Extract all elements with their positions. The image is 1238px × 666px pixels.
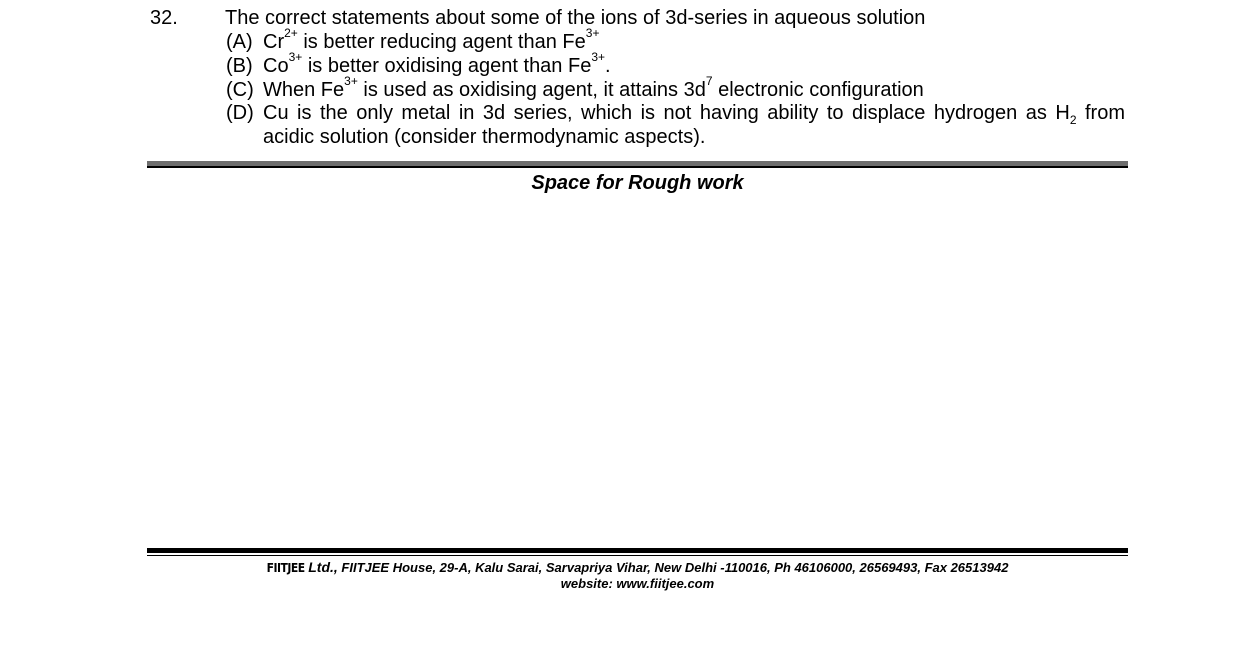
footer-address-line <box>147 559 1128 576</box>
option-label: (D) <box>226 102 254 124</box>
option-label: (B) <box>226 55 253 77</box>
divider-thin <box>147 166 1128 168</box>
question-number: 32. <box>150 7 178 29</box>
option-d-line2: acidic solution (consider thermodynamic aspects). <box>263 126 706 148</box>
footer-website: website: www.fiitjee.com <box>560 576 715 591</box>
question-stem: The correct statements about some of the ions of 3d-series in aqueous solution <box>225 7 926 29</box>
option-label: (A) <box>226 31 253 53</box>
option-d-line1: Cu is the only metal in 3d series, which is not having ability to displace hydrogen as $H_2$ from <box>263 102 1125 127</box>
option-text: $Cr^{2+}$ is better reducing agent than $Fe^{3+}$ <box>263 26 600 53</box>
option-text: $Co^{3+}$ is better oxidising agent than $Fe^{3+}$. <box>263 50 611 77</box>
option-label: (C) <box>226 79 254 101</box>
page-footer <box>147 559 1128 592</box>
option-text <box>263 101 1125 149</box>
brand-ltd: Ltd., <box>308 559 338 575</box>
footer-address: FIITJEE House, 29-A, Kalu Sarai, Sarvapriya Vihar, New Delhi -110016, Ph 46106000, 26569493, Fax 26513942 <box>341 560 1009 575</box>
footer-divider-thin <box>147 555 1128 556</box>
option-text: When $Fe^{3+}$ is used as oxidising agent, it attains $3d^7$ electronic configuration <box>263 74 924 101</box>
rough-work-heading: Space for Rough work <box>531 172 744 194</box>
brand-logo-text: FIITJEE <box>266 561 305 575</box>
footer-divider-thick <box>147 548 1128 553</box>
